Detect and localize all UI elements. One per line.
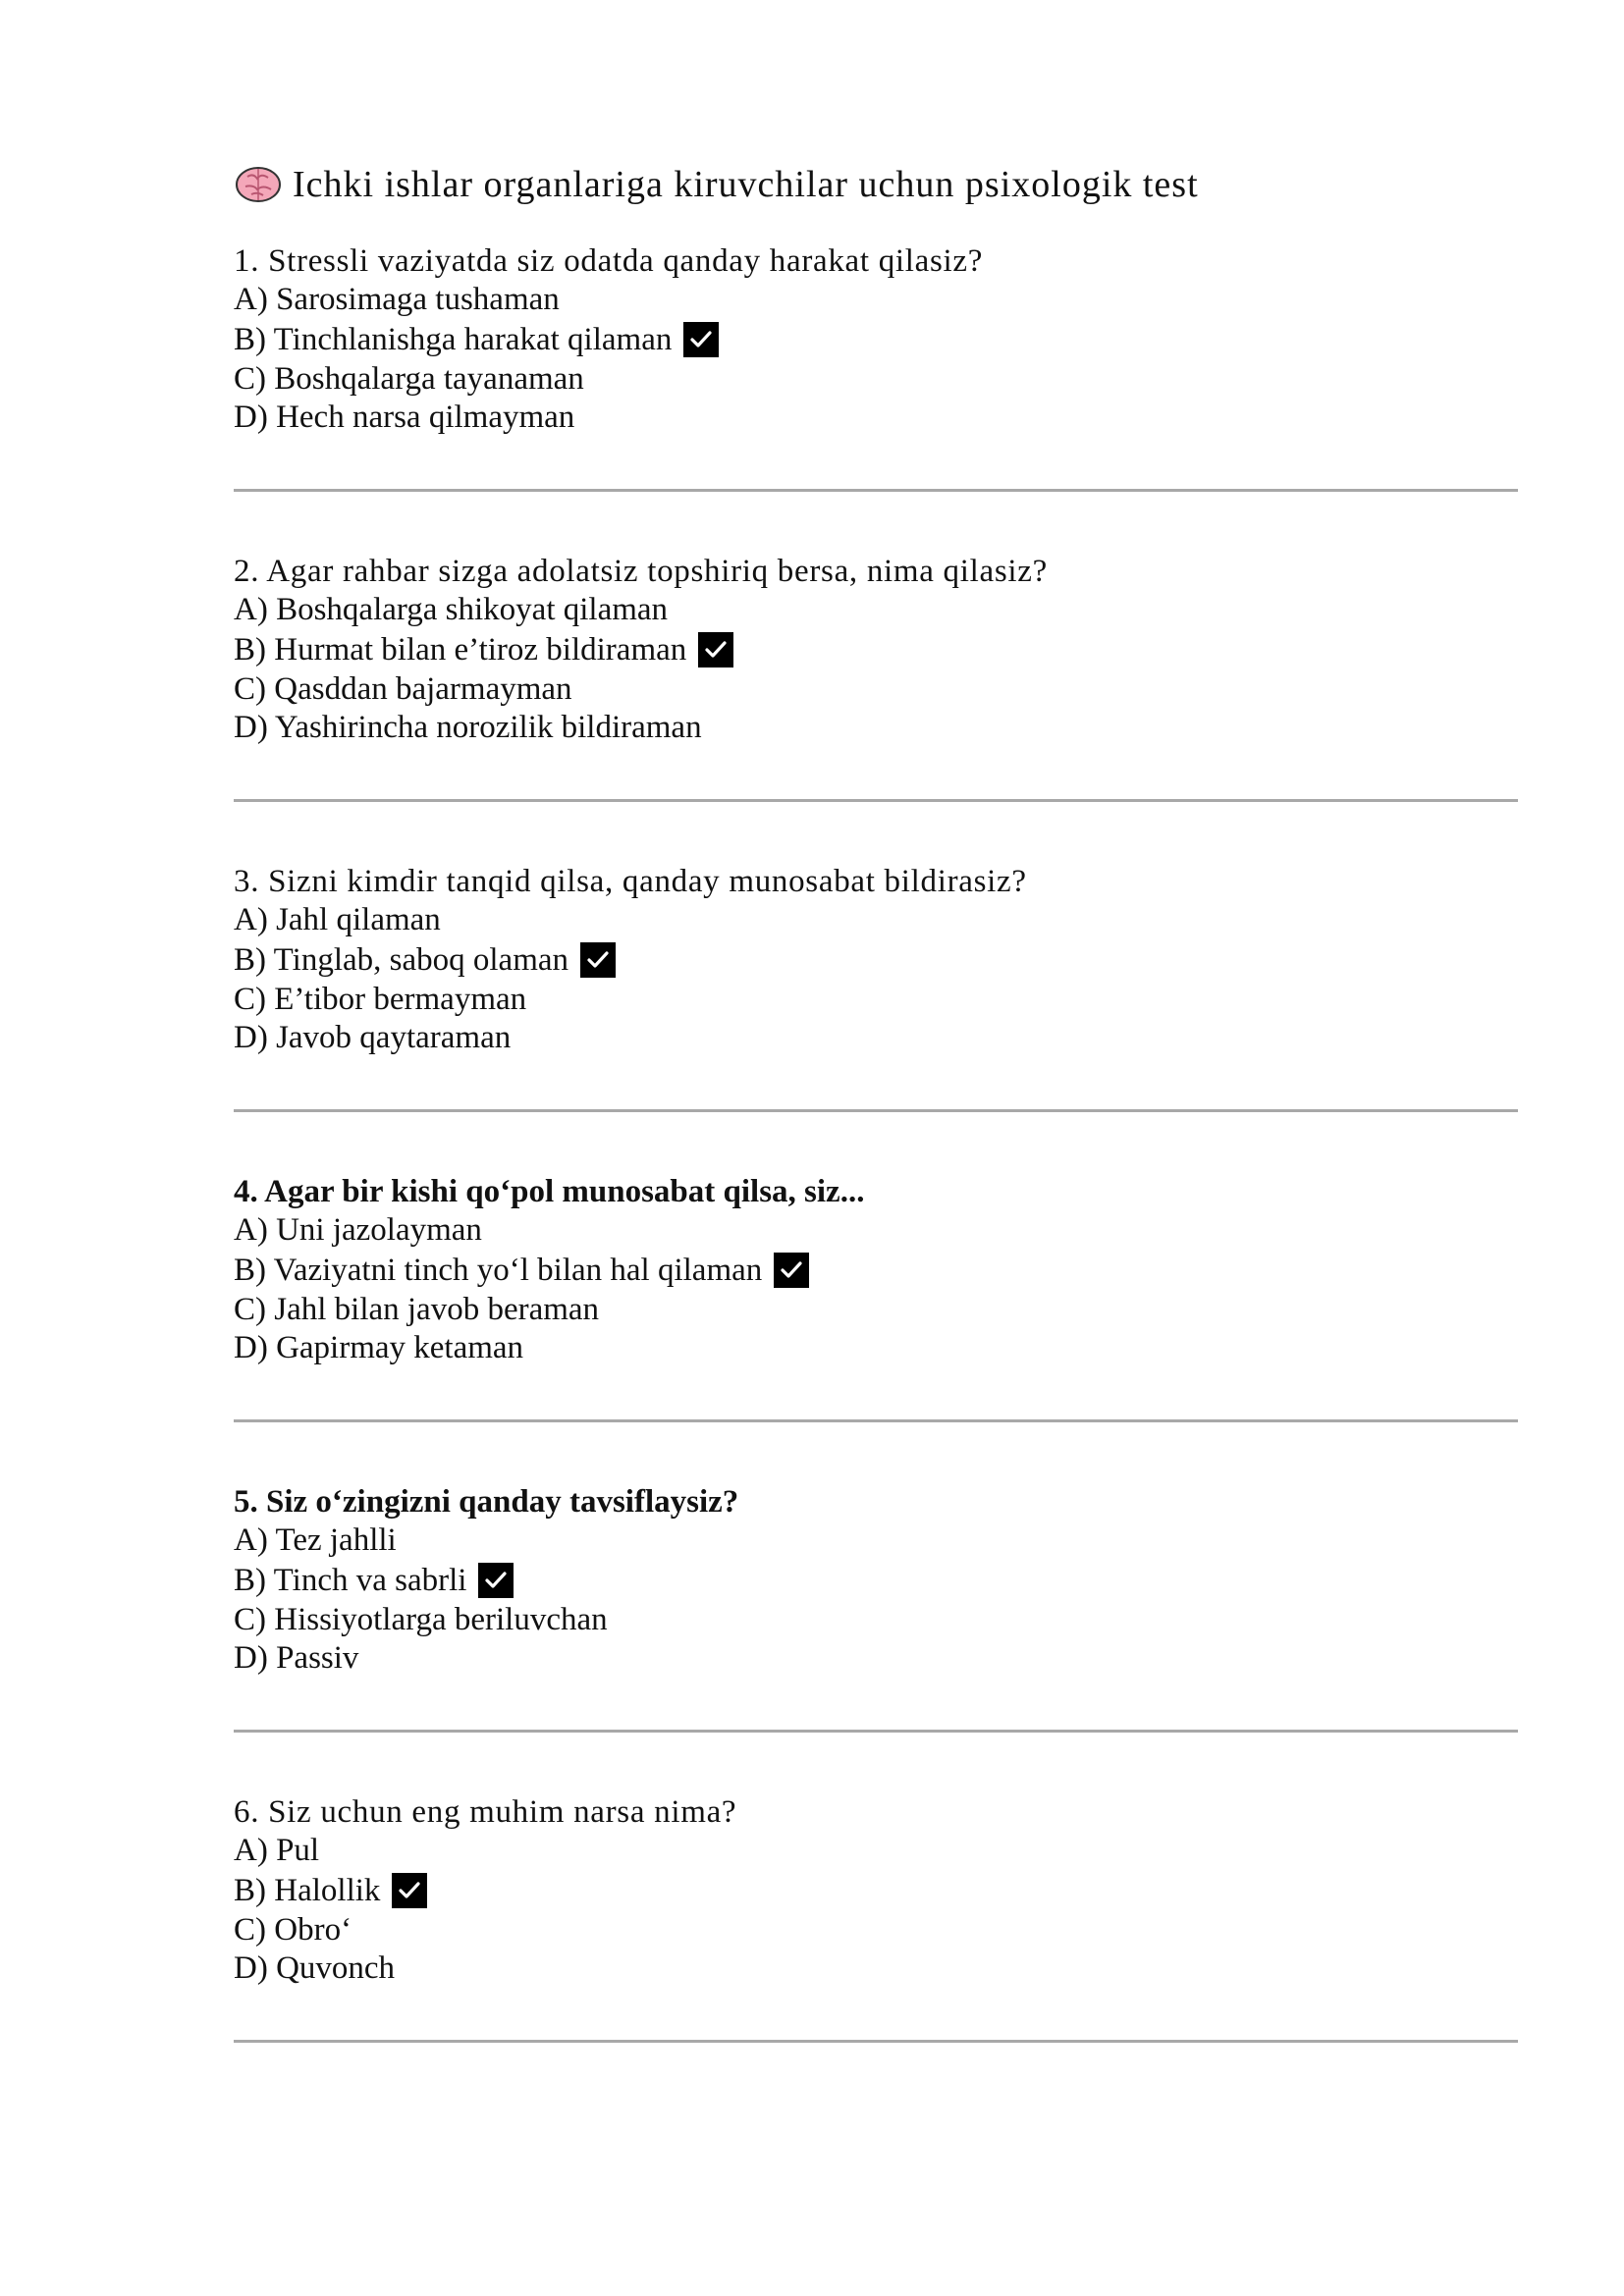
brain-icon — [234, 163, 283, 206]
answer-option — [234, 1250, 1518, 1291]
answer-option — [234, 1870, 1518, 1911]
answer-option-label: D) Quvonch — [234, 1950, 396, 1986]
answer-option-label: C) Boshqalarga tayanaman — [234, 361, 584, 397]
checkmark-box-icon — [683, 322, 719, 357]
answer-option-label: D) Javob qaytaraman — [234, 1020, 512, 1055]
question-block — [234, 1172, 1518, 1482]
section-divider — [234, 2040, 1518, 2043]
answer-option-label: D) Yashirincha norozilik bildiraman — [234, 710, 702, 745]
answer-option — [234, 901, 1518, 939]
question-text: 6. Siz uchun eng muhim narsa nima? — [234, 1794, 737, 1830]
answer-option — [234, 1911, 1518, 1949]
question-block — [234, 862, 1518, 1172]
answer-option — [234, 281, 1518, 319]
question-block — [234, 552, 1518, 862]
answer-option-label: B) Tinchlanishga harakat qilaman — [234, 321, 673, 357]
answer-option — [234, 360, 1518, 399]
answer-option — [234, 981, 1518, 1019]
question-text: 3. Sizni kimdir tanqid qilsa, qanday munosabat bildirasiz? — [234, 864, 1027, 899]
question-block — [234, 241, 1518, 552]
title-text: Ichki ishlar organlariga kiruvchilar uchun psixologik test — [293, 164, 1199, 205]
answer-option — [234, 939, 1518, 981]
question-text: 1. Stressli vaziyatda siz odatda qanday harakat qilasiz? — [234, 243, 984, 279]
answer-option — [234, 1522, 1518, 1560]
checkmark-box-icon — [774, 1253, 809, 1288]
answer-option — [234, 319, 1518, 360]
section-divider — [234, 799, 1518, 802]
answer-option-label: B) Vaziyatni tinch yo‘l bilan hal qilaman — [234, 1252, 763, 1288]
answer-option — [234, 1639, 1518, 1678]
answer-option — [234, 591, 1518, 629]
checkmark-box-icon — [478, 1563, 514, 1598]
answer-option-label: B) Tinglab, saboq olaman — [234, 941, 569, 978]
answer-option-label: A) Tez jahlli — [234, 1522, 397, 1558]
answer-option — [234, 1291, 1518, 1329]
section-divider — [234, 1419, 1518, 1422]
checkmark-box-icon — [580, 942, 616, 978]
answer-option-label: A) Uni jazolayman — [234, 1212, 482, 1248]
checkmark-box-icon — [698, 632, 733, 667]
section-divider — [234, 489, 1518, 492]
answer-option — [234, 399, 1518, 437]
answer-option-label: B) Tinch va sabrli — [234, 1562, 467, 1598]
question-list — [234, 241, 1518, 2103]
question-text: 5. Siz o‘zingizni qanday tavsiflaysiz? — [234, 1484, 739, 1520]
answer-option — [234, 1949, 1518, 1988]
answer-option — [234, 1832, 1518, 1870]
answer-option — [234, 1211, 1518, 1250]
section-divider — [234, 1730, 1518, 1733]
answer-option — [234, 629, 1518, 670]
answer-option-label: C) E’tibor bermayman — [234, 982, 527, 1017]
answer-option-label: A) Boshqalarga shikoyat qilaman — [234, 592, 669, 627]
question-block — [234, 1792, 1518, 2103]
answer-option-label: D) Gapirmay ketaman — [234, 1330, 524, 1365]
answer-option — [234, 670, 1518, 709]
answer-option-label: D) Passiv — [234, 1640, 359, 1676]
answer-option — [234, 1560, 1518, 1601]
answer-option-label: C) Qasddan bajarmayman — [234, 671, 572, 707]
answer-option — [234, 1601, 1518, 1639]
answer-option — [234, 709, 1518, 747]
answer-option — [234, 1019, 1518, 1057]
test-document — [234, 157, 1518, 2103]
question-text: 2. Agar rahbar sizga adolatsiz topshiriq bersa, nima qilasiz? — [234, 554, 1048, 589]
answer-option-label: D) Hech narsa qilmayman — [234, 400, 575, 435]
answer-option-label: C) Jahl bilan javob beraman — [234, 1292, 600, 1327]
question-block — [234, 1482, 1518, 1792]
section-divider — [234, 1109, 1518, 1112]
question-text: 4. Agar bir kishi qo‘pol munosabat qilsa, siz... — [234, 1174, 865, 1209]
answer-option-label: B) Halollik — [234, 1872, 381, 1908]
checkmark-box-icon — [392, 1873, 427, 1908]
page-title — [234, 157, 1518, 212]
answer-option-label: A) Jahl qilaman — [234, 902, 441, 937]
answer-option-label: C) Hissiyotlarga beriluvchan — [234, 1602, 608, 1637]
answer-option-label: A) Pul — [234, 1833, 320, 1868]
answer-option-label: B) Hurmat bilan e’tiroz bildiraman — [234, 631, 687, 667]
answer-option-label: C) Obro‘ — [234, 1912, 352, 1948]
answer-option-label: A) Sarosimaga tushaman — [234, 282, 560, 317]
answer-option — [234, 1329, 1518, 1367]
